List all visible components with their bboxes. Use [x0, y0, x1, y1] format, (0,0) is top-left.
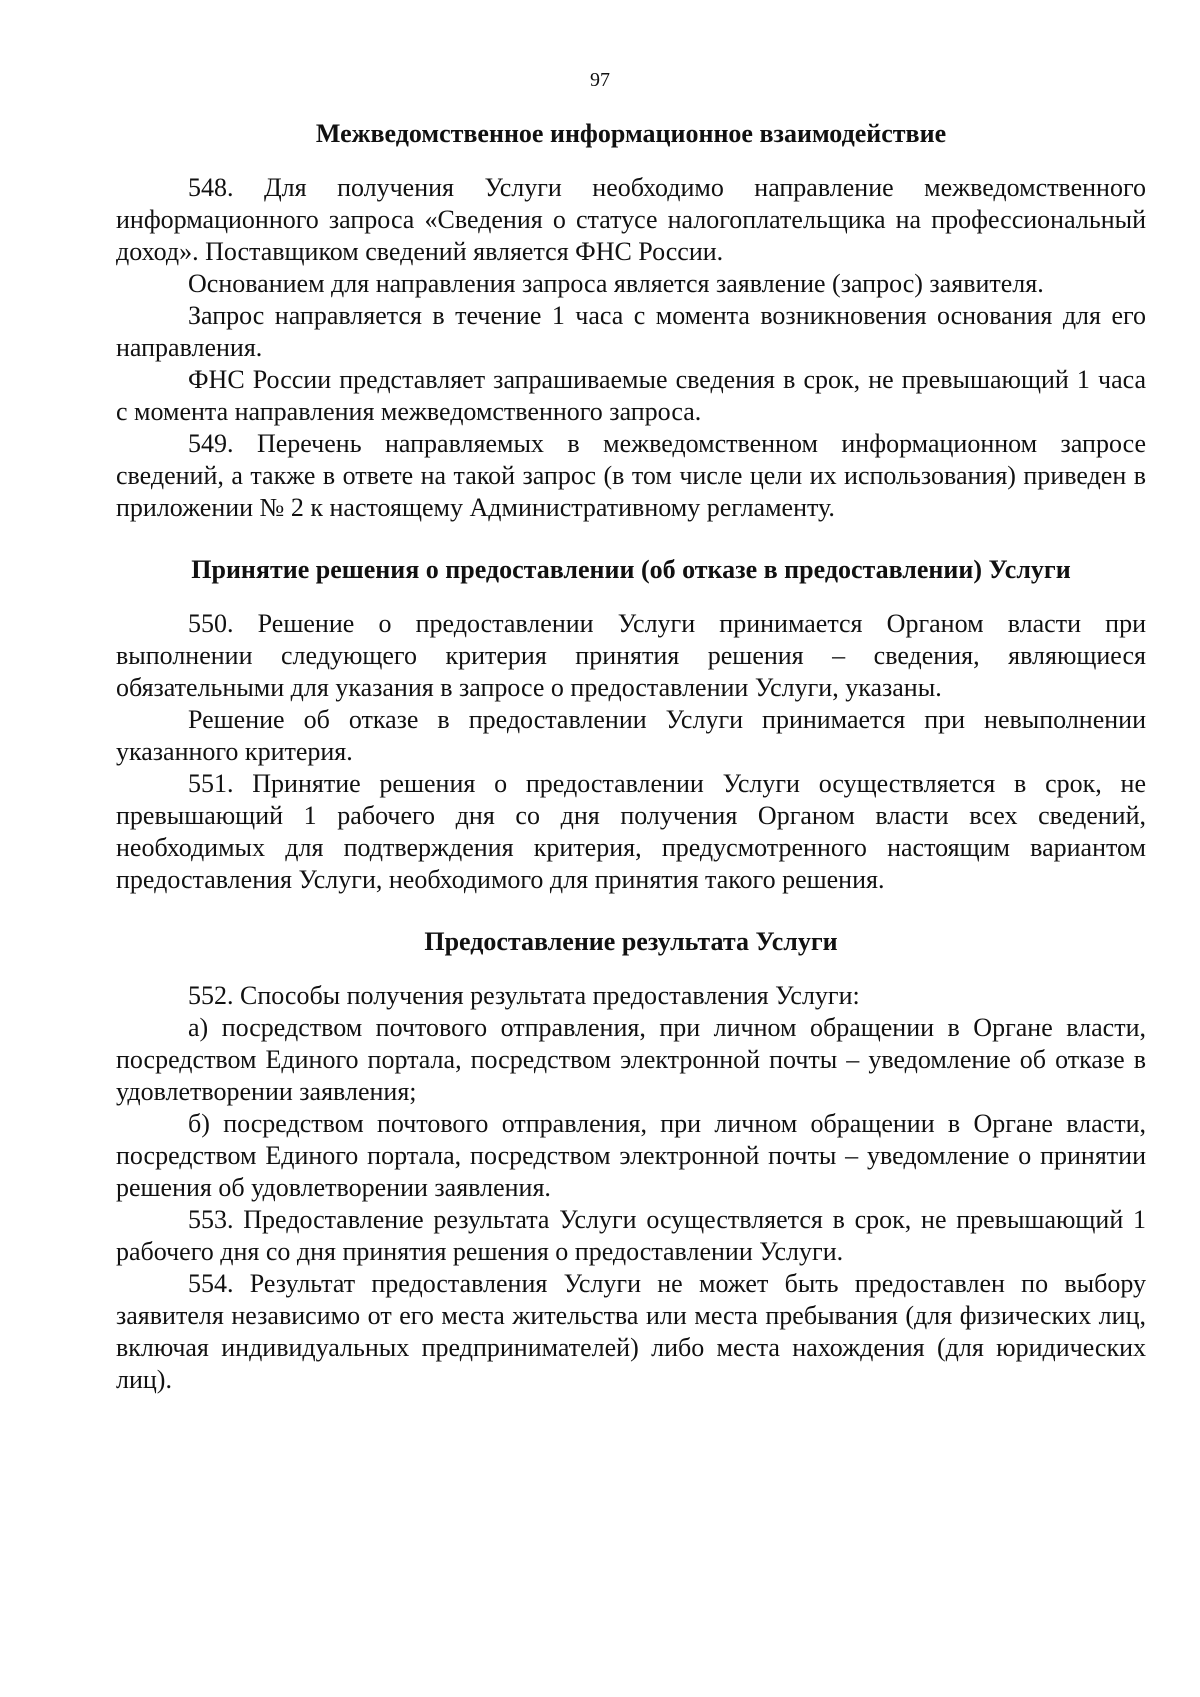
page-content: [116, 118, 1146, 1396]
paragraph-refusal-decision: Решение об отказе в предоставлении Услуги принимается при невыполнении указанного критерия.: [116, 705, 1146, 766]
paragraph-552-b: б) посредством почтового отправления, при личном обращении в Органе власти, посредством Единого портала, посредством электронной почты – уведомление о принятии решения об удовлетворении заявления.: [116, 1109, 1146, 1202]
paragraph-548: 548. Для получения Услуги необходимо направление межведомственного информационного запроса «Сведения о статусе налогоплательщика на профессиональный доход». Поставщиком сведений является ФНС России.: [116, 173, 1146, 266]
paragraph-550: 550. Решение о предоставлении Услуги принимается Органом власти при выполнении следующего критерия принятия решения – сведения, являющиеся обязательными для указания в запросе о предоставлении Услуги, указаны.: [116, 609, 1146, 702]
section-heading-decision: Принятие решения о предоставлении (об отказе в предоставлении) Услуги: [191, 555, 1071, 584]
paragraph-552: 552. Способы получения результата предоставления Услуги:: [188, 981, 860, 1010]
page-number: 97: [590, 69, 610, 91]
section-heading-interagency: Межведомственное информационное взаимодействие: [315, 119, 947, 148]
paragraph-request-timing: Запрос направляется в течение 1 часа с момента возникновения основания для его направления.: [116, 301, 1146, 362]
paragraph-554: 554. Результат предоставления Услуги не может быть предоставлен по выбору заявителя независимо от его места жительства или места пребывания (для физических лиц, включая индивидуальных предпринимателей) либо места нахождения (для юридических лиц).: [116, 1269, 1146, 1394]
paragraph-fns-response: ФНС России представляет запрашиваемые сведения в срок, не превышающий 1 часа с момента направления межведомственного запроса.: [116, 365, 1146, 426]
paragraph-552-a: а) посредством почтового отправления, при личном обращении в Органе власти, посредством Единого портала, посредством электронной почты – уведомление об отказе в удовлетворении заявления;: [116, 1013, 1146, 1106]
paragraph-549: 549. Перечень направляемых в межведомственном информационном запросе сведений, а также в ответе на такой запрос (в том числе цели их использования) приведен в приложении № 2 к настоящему Административному регламенту.: [116, 429, 1146, 522]
paragraph-551: 551. Принятие решения о предоставлении Услуги осуществляется в срок, не превышающий 1 рабочего дня со дня получения Органом власти всех сведений, необходимых для подтверждения критерия, предусмотренного настоящим вариантом предоставления Услуги, необходимого для принятия такого решения.: [116, 769, 1146, 894]
paragraph-553: 553. Предоставление результата Услуги осуществляется в срок, не превышающий 1 рабочего дня со дня принятия решения о предоставлении Услуги.: [116, 1205, 1146, 1266]
paragraph-request-basis: Основанием для направления запроса является заявление (запрос) заявителя.: [188, 269, 1044, 298]
section-heading-result: Предоставление результата Услуги: [424, 927, 838, 956]
